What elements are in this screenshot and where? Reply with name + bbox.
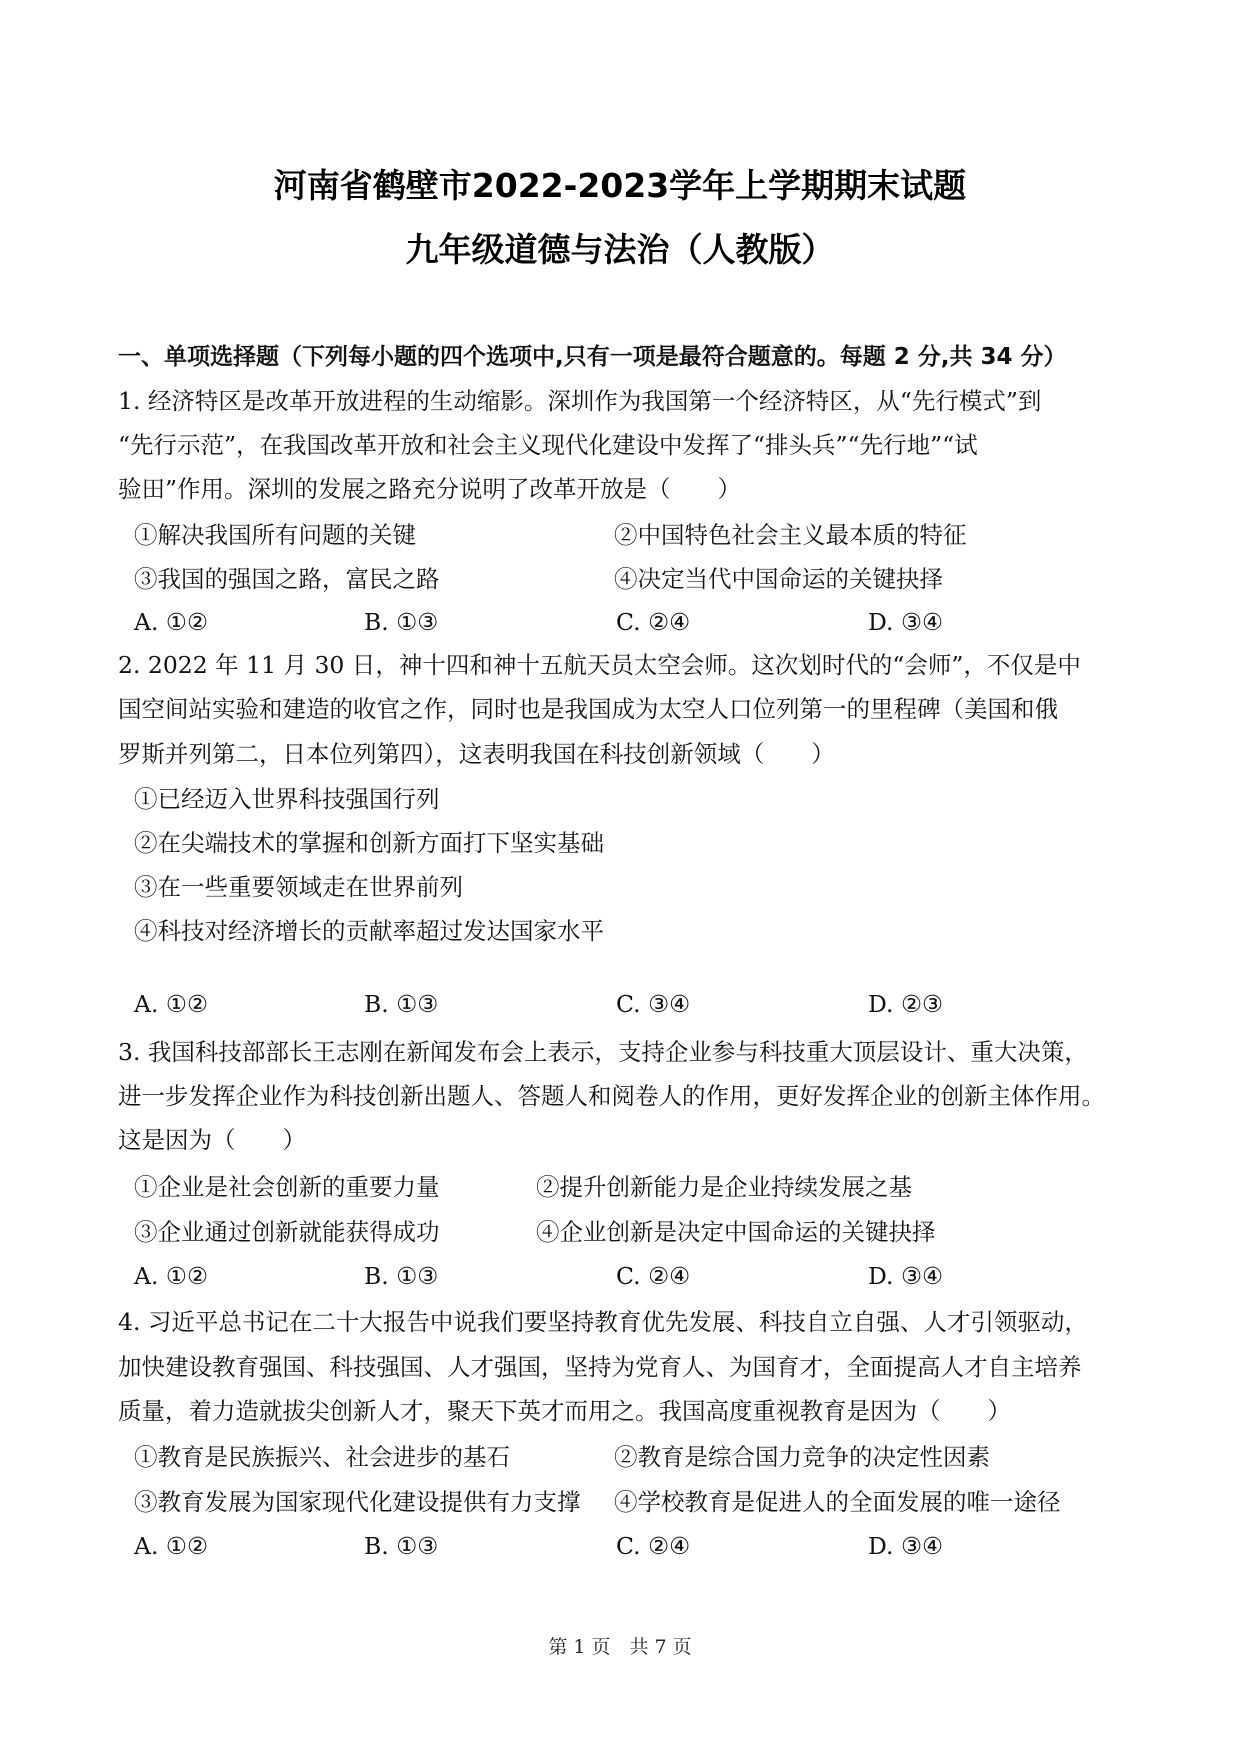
page-subtitle: 九年级道德与法治（人教版）: [405, 230, 835, 269]
question-2-stem-line-3: 罗斯并列第二，日本位列第四），这表明我国在科技创新领域（ ）: [118, 740, 835, 768]
question-1-choice-c: C. ②④: [616, 608, 691, 636]
question-2-statement-1: ①已经迈入世界科技强国行列: [134, 785, 440, 813]
question-1-stem-line-3: 验田”作用。深圳的发展之路充分说明了改革开放是（ ）: [118, 475, 742, 503]
question-2-choice-d: D. ②③: [868, 990, 944, 1018]
question-3-statement-2: ②提升创新能力是企业持续发展之基: [536, 1173, 912, 1201]
question-4-choice-d: D. ③④: [868, 1532, 944, 1560]
question-3-statement-3: ③企业通过创新就能获得成功: [134, 1218, 440, 1246]
question-4-choice-b: B. ①③: [364, 1532, 439, 1560]
question-2-choice-a: A. ①②: [134, 990, 209, 1018]
question-1-stem-line-1: 1. 经济特区是改革开放进程的生动缩影。深圳作为我国第一个经济特区，从“先行模式”到: [118, 387, 1042, 415]
question-4-statement-4: ④学校教育是促进人的全面发展的唯一途径: [614, 1488, 1061, 1516]
page-title: 河南省鹤壁市2022-2023学年上学期期末试题: [273, 166, 967, 205]
question-1-choice-d: D. ③④: [868, 608, 944, 636]
question-3-choice-d: D. ③④: [868, 1262, 944, 1290]
question-1-choice-b: B. ①③: [364, 608, 439, 636]
question-1-statement-4: ④决定当代中国命运的关键抉择: [614, 565, 943, 593]
question-4-statement-3: ③教育发展为国家现代化建设提供有力支撑: [134, 1488, 581, 1516]
question-3-stem-line-2: 进一步发挥企业作为科技创新出题人、答题人和阅卷人的作用，更好发挥企业的创新主体作用。: [118, 1082, 1105, 1110]
question-2-statement-2: ②在尖端技术的掌握和创新方面打下坚实基础: [134, 829, 604, 857]
question-2-stem-line-1: 2. 2022 年 11 月 30 日，神十四和神十五航天员太空会师。这次划时代的“会师”，不仅是中: [118, 651, 1081, 679]
question-1-stem-line-2: “先行示范”，在我国改革开放和社会主义现代化建设中发挥了“排头兵”“先行地”“试: [118, 431, 978, 459]
question-3-choice-b: B. ①③: [364, 1262, 439, 1290]
question-3-statement-4: ④企业创新是决定中国命运的关键抉择: [536, 1218, 936, 1246]
question-1-statement-1: ①解决我国所有问题的关键: [134, 521, 416, 549]
page-number: 第 1 页 共 7 页: [548, 1636, 692, 1658]
question-4-choice-a: A. ①②: [134, 1532, 209, 1560]
question-1-statement-3: ③我国的强国之路，富民之路: [134, 565, 440, 593]
question-4-statement-1: ①教育是民族振兴、社会进步的基石: [134, 1443, 510, 1471]
question-4-statement-2: ②教育是综合国力竞争的决定性因素: [614, 1443, 990, 1471]
question-4-stem-line-3: 质量，着力造就拔尖创新人才，聚天下英才而用之。我国高度重视教育是因为（ ）: [118, 1397, 1011, 1425]
question-3-statement-1: ①企业是社会创新的重要力量: [134, 1173, 440, 1201]
question-2-choice-b: B. ①③: [364, 990, 439, 1018]
question-2-statement-3: ③在一些重要领域走在世界前列: [134, 873, 463, 901]
question-3-choice-c: C. ②④: [616, 1262, 691, 1290]
question-4-choice-c: C. ②④: [616, 1532, 691, 1560]
question-2-statement-4: ④科技对经济增长的贡献率超过发达国家水平: [134, 917, 604, 945]
question-3-choice-a: A. ①②: [134, 1262, 209, 1290]
question-4-stem-line-1: 4. 习近平总书记在二十大报告中说我们要坚持教育优先发展、科技自立自强、人才引领驱动，: [118, 1308, 1088, 1336]
question-3-stem-line-3: 这是因为（ ）: [118, 1126, 306, 1154]
question-1-statement-2: ②中国特色社会主义最本质的特征: [614, 521, 967, 549]
question-3-stem-line-1: 3. 我国科技部部长王志刚在新闻发布会上表示，支持企业参与科技重大顶层设计、重大决策，: [118, 1038, 1088, 1066]
question-1-choice-a: A. ①②: [134, 608, 209, 636]
question-2-stem-line-2: 国空间站实验和建造的收官之作，同时也是我国成为太空人口位列第一的里程碑（美国和俄: [118, 695, 1058, 723]
question-2-choice-c: C. ③④: [616, 990, 691, 1018]
section-heading: 一、单项选择题（下列每小题的四个选项中,只有一项是最符合题意的。每题 2 分,共 34 分）: [118, 344, 1067, 370]
question-4-stem-line-2: 加快建设教育强国、科技强国、人才强国，坚持为党育人、为国育才，全面提高人才自主培养: [118, 1353, 1082, 1381]
